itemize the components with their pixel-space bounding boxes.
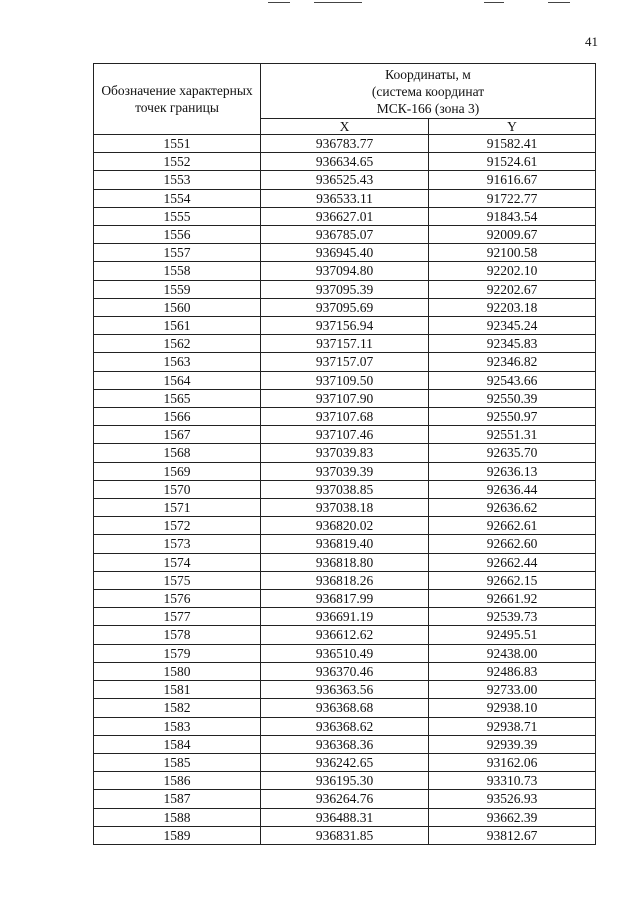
y-coordinate-cell: 91616.67	[429, 171, 596, 189]
table-row	[94, 135, 596, 153]
y-coordinate-cell: 92662.61	[429, 517, 596, 535]
point-id-cell: 1566	[94, 408, 261, 426]
point-id-cell: 1552	[94, 153, 261, 171]
table-row	[94, 153, 596, 171]
y-coordinate-cell: 92551.31	[429, 426, 596, 444]
y-coordinate-cell: 92346.82	[429, 353, 596, 371]
x-coordinate-cell: 937107.90	[261, 389, 429, 407]
y-coordinate-cell: 91722.77	[429, 189, 596, 207]
y-coordinate-cell: 93662.39	[429, 808, 596, 826]
y-coordinate-cell: 92345.83	[429, 335, 596, 353]
y-coordinate-cell: 92009.67	[429, 226, 596, 244]
table-row	[94, 626, 596, 644]
x-coordinate-cell: 936627.01	[261, 207, 429, 225]
x-coordinate-cell: 936634.65	[261, 153, 429, 171]
y-coordinate-cell: 92662.44	[429, 553, 596, 571]
table-row	[94, 790, 596, 808]
x-coordinate-cell: 936533.11	[261, 189, 429, 207]
table-row	[94, 808, 596, 826]
x-coordinate-cell: 937038.85	[261, 480, 429, 498]
table-row	[94, 662, 596, 680]
point-id-cell: 1586	[94, 772, 261, 790]
y-coordinate-cell: 92438.00	[429, 644, 596, 662]
y-coordinate-cell: 92345.24	[429, 317, 596, 335]
scan-mark	[548, 2, 570, 3]
table-row	[94, 262, 596, 280]
y-coordinate-cell: 92100.58	[429, 244, 596, 262]
y-coordinate-cell: 92733.00	[429, 681, 596, 699]
y-coordinate-cell: 92635.70	[429, 444, 596, 462]
x-coordinate-cell: 937094.80	[261, 262, 429, 280]
point-id-cell: 1570	[94, 480, 261, 498]
table-row	[94, 735, 596, 753]
point-id-cell: 1577	[94, 608, 261, 626]
x-coordinate-cell: 937095.69	[261, 298, 429, 316]
point-id-cell: 1583	[94, 717, 261, 735]
table-row	[94, 499, 596, 517]
point-column-header-text: Обозначение характерных точек границы	[101, 83, 253, 115]
table-row	[94, 480, 596, 498]
point-id-cell: 1584	[94, 735, 261, 753]
table-row	[94, 408, 596, 426]
point-id-cell: 1580	[94, 662, 261, 680]
table-row	[94, 207, 596, 225]
x-coordinate-cell: 936368.62	[261, 717, 429, 735]
y-coordinate-cell: 93310.73	[429, 772, 596, 790]
page-number: 41	[585, 34, 598, 49]
point-id-cell: 1576	[94, 590, 261, 608]
y-coordinate-cell: 92543.66	[429, 371, 596, 389]
point-id-cell: 1589	[94, 826, 261, 844]
scan-mark	[484, 2, 504, 3]
point-id-cell: 1557	[94, 244, 261, 262]
table-row	[94, 462, 596, 480]
y-coordinate-cell: 92486.83	[429, 662, 596, 680]
x-coordinate-cell: 936368.68	[261, 699, 429, 717]
point-id-cell: 1565	[94, 389, 261, 407]
y-coordinate-cell: 92662.60	[429, 535, 596, 553]
x-coordinate-cell: 936510.49	[261, 644, 429, 662]
x-coordinate-cell: 936525.43	[261, 171, 429, 189]
scan-mark	[314, 2, 362, 3]
x-coordinate-cell: 936820.02	[261, 517, 429, 535]
table-row	[94, 317, 596, 335]
table-row	[94, 226, 596, 244]
y-coordinate-cell: 91582.41	[429, 135, 596, 153]
x-coordinate-cell: 936831.85	[261, 826, 429, 844]
point-id-cell: 1585	[94, 753, 261, 771]
point-id-cell: 1579	[94, 644, 261, 662]
x-coordinate-cell: 937157.07	[261, 353, 429, 371]
point-id-cell: 1561	[94, 317, 261, 335]
point-id-cell: 1555	[94, 207, 261, 225]
table-row	[94, 371, 596, 389]
table-row	[94, 517, 596, 535]
coordinates-header-line2: (система координат	[371, 84, 485, 99]
x-coordinate-cell: 936819.40	[261, 535, 429, 553]
point-id-cell: 1587	[94, 790, 261, 808]
table-row	[94, 189, 596, 207]
point-id-cell: 1574	[94, 553, 261, 571]
x-coordinate-cell: 936691.19	[261, 608, 429, 626]
table-row	[94, 389, 596, 407]
point-id-cell: 1563	[94, 353, 261, 371]
y-coordinate-cell: 93162.06	[429, 753, 596, 771]
table-row	[94, 426, 596, 444]
point-id-cell: 1567	[94, 426, 261, 444]
x-coordinate-cell: 936370.46	[261, 662, 429, 680]
y-coordinate-cell: 92202.10	[429, 262, 596, 280]
y-column-header: Y	[429, 119, 596, 135]
point-id-cell: 1573	[94, 535, 261, 553]
x-coordinate-cell: 936817.99	[261, 590, 429, 608]
y-coordinate-cell: 92550.39	[429, 389, 596, 407]
x-coordinate-cell: 936363.56	[261, 681, 429, 699]
table-row	[94, 608, 596, 626]
x-coordinate-cell: 936945.40	[261, 244, 429, 262]
point-id-cell: 1578	[94, 626, 261, 644]
table-row	[94, 717, 596, 735]
point-id-cell: 1554	[94, 189, 261, 207]
y-coordinate-cell: 92550.97	[429, 408, 596, 426]
table-row	[94, 681, 596, 699]
point-id-cell: 1556	[94, 226, 261, 244]
y-coordinate-cell: 92662.15	[429, 571, 596, 589]
y-coordinate-cell: 91524.61	[429, 153, 596, 171]
x-coordinate-cell: 937156.94	[261, 317, 429, 335]
coordinates-header-line1: Координаты, м	[385, 67, 471, 82]
point-id-cell: 1582	[94, 699, 261, 717]
y-coordinate-cell: 92661.92	[429, 590, 596, 608]
y-coordinate-cell: 92938.71	[429, 717, 596, 735]
point-column-header	[94, 64, 261, 135]
table-row	[94, 826, 596, 844]
table-row	[94, 535, 596, 553]
x-coordinate-cell: 936783.77	[261, 135, 429, 153]
point-id-cell: 1569	[94, 462, 261, 480]
y-coordinate-cell: 92636.44	[429, 480, 596, 498]
point-id-cell: 1551	[94, 135, 261, 153]
table-row	[94, 298, 596, 316]
y-coordinate-cell: 92636.13	[429, 462, 596, 480]
x-coordinate-cell: 936818.26	[261, 571, 429, 589]
x-coordinate-cell: 937157.11	[261, 335, 429, 353]
point-id-cell: 1588	[94, 808, 261, 826]
y-coordinate-cell: 91843.54	[429, 207, 596, 225]
x-column-header: X	[261, 119, 429, 135]
table-row	[94, 353, 596, 371]
point-id-cell: 1581	[94, 681, 261, 699]
point-id-cell: 1558	[94, 262, 261, 280]
table-row	[94, 335, 596, 353]
table-row	[94, 444, 596, 462]
table-row	[94, 280, 596, 298]
x-coordinate-cell: 937107.46	[261, 426, 429, 444]
y-coordinate-cell: 93526.93	[429, 790, 596, 808]
table-row	[94, 571, 596, 589]
point-id-cell: 1564	[94, 371, 261, 389]
y-coordinate-cell: 93812.67	[429, 826, 596, 844]
point-id-cell: 1553	[94, 171, 261, 189]
x-coordinate-cell: 936818.80	[261, 553, 429, 571]
coordinates-column-header	[261, 64, 596, 119]
x-coordinate-cell: 937039.83	[261, 444, 429, 462]
coordinates-table-body	[94, 135, 596, 845]
x-coordinate-cell: 936264.76	[261, 790, 429, 808]
point-id-cell: 1562	[94, 335, 261, 353]
y-coordinate-cell: 92495.51	[429, 626, 596, 644]
coordinates-table	[93, 63, 596, 845]
table-row	[94, 590, 596, 608]
x-coordinate-cell: 936242.65	[261, 753, 429, 771]
x-coordinate-cell: 937109.50	[261, 371, 429, 389]
table-row	[94, 699, 596, 717]
table-row	[94, 753, 596, 771]
point-id-cell: 1572	[94, 517, 261, 535]
y-coordinate-cell: 92202.67	[429, 280, 596, 298]
scan-mark	[268, 2, 290, 3]
point-id-cell: 1568	[94, 444, 261, 462]
y-coordinate-cell: 92939.39	[429, 735, 596, 753]
table-row	[94, 644, 596, 662]
x-coordinate-cell: 936612.62	[261, 626, 429, 644]
x-coordinate-cell: 936368.36	[261, 735, 429, 753]
table-row	[94, 244, 596, 262]
x-coordinate-cell: 937038.18	[261, 499, 429, 517]
point-id-cell: 1571	[94, 499, 261, 517]
x-coordinate-cell: 936195.30	[261, 772, 429, 790]
x-coordinate-cell: 936785.07	[261, 226, 429, 244]
y-coordinate-cell: 92938.10	[429, 699, 596, 717]
point-id-cell: 1575	[94, 571, 261, 589]
y-coordinate-cell: 92539.73	[429, 608, 596, 626]
coordinates-header-line3: МСК-166 (зона 3)	[376, 101, 480, 116]
table-row	[94, 772, 596, 790]
table-row	[94, 553, 596, 571]
x-coordinate-cell: 937107.68	[261, 408, 429, 426]
y-coordinate-cell: 92203.18	[429, 298, 596, 316]
point-id-cell: 1560	[94, 298, 261, 316]
x-coordinate-cell: 936488.31	[261, 808, 429, 826]
table-row	[94, 171, 596, 189]
x-coordinate-cell: 937039.39	[261, 462, 429, 480]
x-coordinate-cell: 937095.39	[261, 280, 429, 298]
point-id-cell: 1559	[94, 280, 261, 298]
y-coordinate-cell: 92636.62	[429, 499, 596, 517]
